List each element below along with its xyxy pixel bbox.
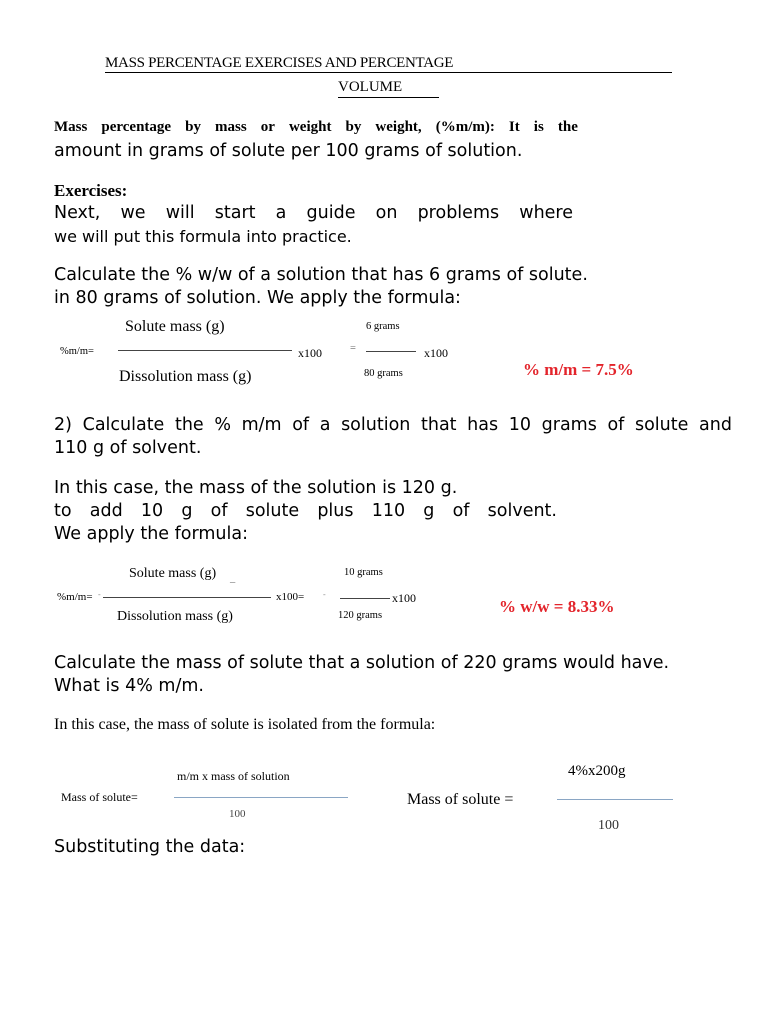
formula2-num-mark: _ xyxy=(230,573,236,584)
case-word: of xyxy=(210,501,228,521)
definition-word: or xyxy=(260,119,275,135)
formula3-denominator: 100 xyxy=(229,808,246,820)
definition-word: percentage xyxy=(101,119,172,135)
formula3-lhs: Mass of solute= xyxy=(61,790,138,804)
formula2-equals: - xyxy=(323,590,326,599)
case-word: to xyxy=(54,501,72,521)
intro-word: a xyxy=(275,203,287,223)
formula1-num-value: 6 grams xyxy=(366,321,400,332)
problem2-word: and xyxy=(699,415,732,435)
case-word: 10 xyxy=(140,501,164,521)
formula1-denominator: Dissolution mass (g) xyxy=(119,368,252,385)
intro-word: will xyxy=(165,203,195,223)
problem2-word: Calculate xyxy=(82,415,165,435)
definition-word: weight, xyxy=(375,119,422,135)
formula1-equals: = xyxy=(350,343,356,354)
definition-word: weight xyxy=(288,119,332,135)
problem2-word: % xyxy=(214,415,231,435)
intro-word: Next, xyxy=(54,203,101,223)
problem3-isolated-text: In this case, the mass of solute is isolated from the formula: xyxy=(54,716,436,733)
problem2-line1 xyxy=(54,415,732,435)
problem2-case-line1: In this case, the mass of the solution is 120 g. xyxy=(54,478,458,498)
title-underline-2 xyxy=(338,97,439,98)
formula2-value-bar xyxy=(340,598,390,599)
definition-word: is xyxy=(533,119,544,135)
formula2-numerator: Solute mass (g) xyxy=(129,566,217,581)
exercises-intro-line2: we will put this formula into practice. xyxy=(54,227,352,246)
problem1-result: % m/m = 7.5% xyxy=(523,360,634,379)
problem1-line2: in 80 grams of solution. We apply the formula: xyxy=(54,288,461,308)
intro-word: guide xyxy=(306,203,356,223)
formula4-numerator: 4%x200g xyxy=(568,763,626,779)
problem2-word: the xyxy=(174,415,204,435)
formula1-lhs: %m/m= xyxy=(60,346,94,357)
formula4-denominator: 100 xyxy=(598,818,619,833)
definition-word: (%m/m): xyxy=(435,119,495,135)
definition-word: by xyxy=(345,119,362,135)
problem2-word: that xyxy=(421,415,457,435)
problem2-word: 2) xyxy=(54,415,72,435)
problem2-line2: 110 g of solvent. xyxy=(54,438,202,458)
formula3-fraction-bar xyxy=(174,797,348,798)
formula2-x100-a: x100= xyxy=(276,591,305,603)
document-title-line2: VOLUME xyxy=(338,79,403,95)
case-word: g xyxy=(181,501,193,521)
formula2-x100-b: x100 xyxy=(392,591,416,605)
formula1-x100-a: x100 xyxy=(298,346,322,360)
formula2-denominator: Dissolution mass (g) xyxy=(117,609,233,624)
case-word: plus xyxy=(317,501,354,521)
problem2-case-line3: We apply the formula: xyxy=(54,524,248,544)
formula2-num-value: 10 grams xyxy=(344,567,383,578)
problem2-word: solute xyxy=(634,415,689,435)
case-word: of xyxy=(452,501,470,521)
problem2-result: % w/w = 8.33% xyxy=(499,597,615,616)
case-word: add xyxy=(89,501,123,521)
definition-word: It xyxy=(508,119,520,135)
definition-word: Mass xyxy=(54,119,88,135)
formula1-fraction-bar xyxy=(118,350,292,351)
case-word: 110 xyxy=(371,501,406,521)
formula3-numerator: m/m x mass of solution xyxy=(177,769,290,783)
definition-word: mass xyxy=(215,119,247,135)
exercises-intro-line1 xyxy=(54,203,573,223)
formula4-fraction-bar xyxy=(557,799,673,800)
definition-word: the xyxy=(557,119,578,135)
formula2-lhs-mark: - xyxy=(98,590,101,599)
formula1-numerator: Solute mass (g) xyxy=(125,318,225,335)
case-word: g xyxy=(423,501,435,521)
problem2-word: m/m xyxy=(241,415,282,435)
definition-bold-line xyxy=(54,119,578,136)
intro-word: on xyxy=(375,203,398,223)
problem3-line1: Calculate the mass of solute that a solution of 220 grams would have. xyxy=(54,653,670,673)
formula2-den-value: 120 grams xyxy=(338,610,383,621)
problem2-word: a xyxy=(319,415,331,435)
formula2-lhs: %m/m= xyxy=(57,591,93,603)
intro-word: problems xyxy=(417,203,500,223)
exercises-heading: Exercises: xyxy=(54,181,128,200)
definition-line2: amount in grams of solute per 100 grams of solution. xyxy=(54,141,523,161)
formula1-den-value: 80 grams xyxy=(364,368,403,379)
formula1-value-bar xyxy=(366,351,416,352)
document-title-line1: MASS PERCENTAGE EXERCISES AND PERCENTAGE xyxy=(105,55,454,71)
problem2-case-line2 xyxy=(54,501,557,521)
intro-word: where xyxy=(519,203,573,223)
formula4-lhs: Mass of solute = xyxy=(407,791,514,808)
case-word: solvent. xyxy=(487,501,557,521)
formula2-fraction-bar xyxy=(103,597,271,598)
intro-word: we xyxy=(120,203,146,223)
formula1-x100-b: x100 xyxy=(424,346,448,360)
problem2-word: of xyxy=(292,415,310,435)
problem3-substituting: Substituting the data: xyxy=(54,837,246,857)
problem2-word: has xyxy=(467,415,499,435)
problem1-line1: Calculate the % w/w of a solution that has 6 grams of solute. xyxy=(54,265,588,285)
problem2-word: 10 xyxy=(508,415,532,435)
problem2-word: solution xyxy=(341,415,411,435)
problem3-line2: What is 4% m/m. xyxy=(54,676,204,696)
problem2-word: of xyxy=(607,415,625,435)
case-word: solute xyxy=(245,501,300,521)
problem2-word: grams xyxy=(541,415,597,435)
title-underline-1 xyxy=(105,72,672,73)
definition-word: by xyxy=(185,119,201,135)
intro-word: start xyxy=(214,203,256,223)
